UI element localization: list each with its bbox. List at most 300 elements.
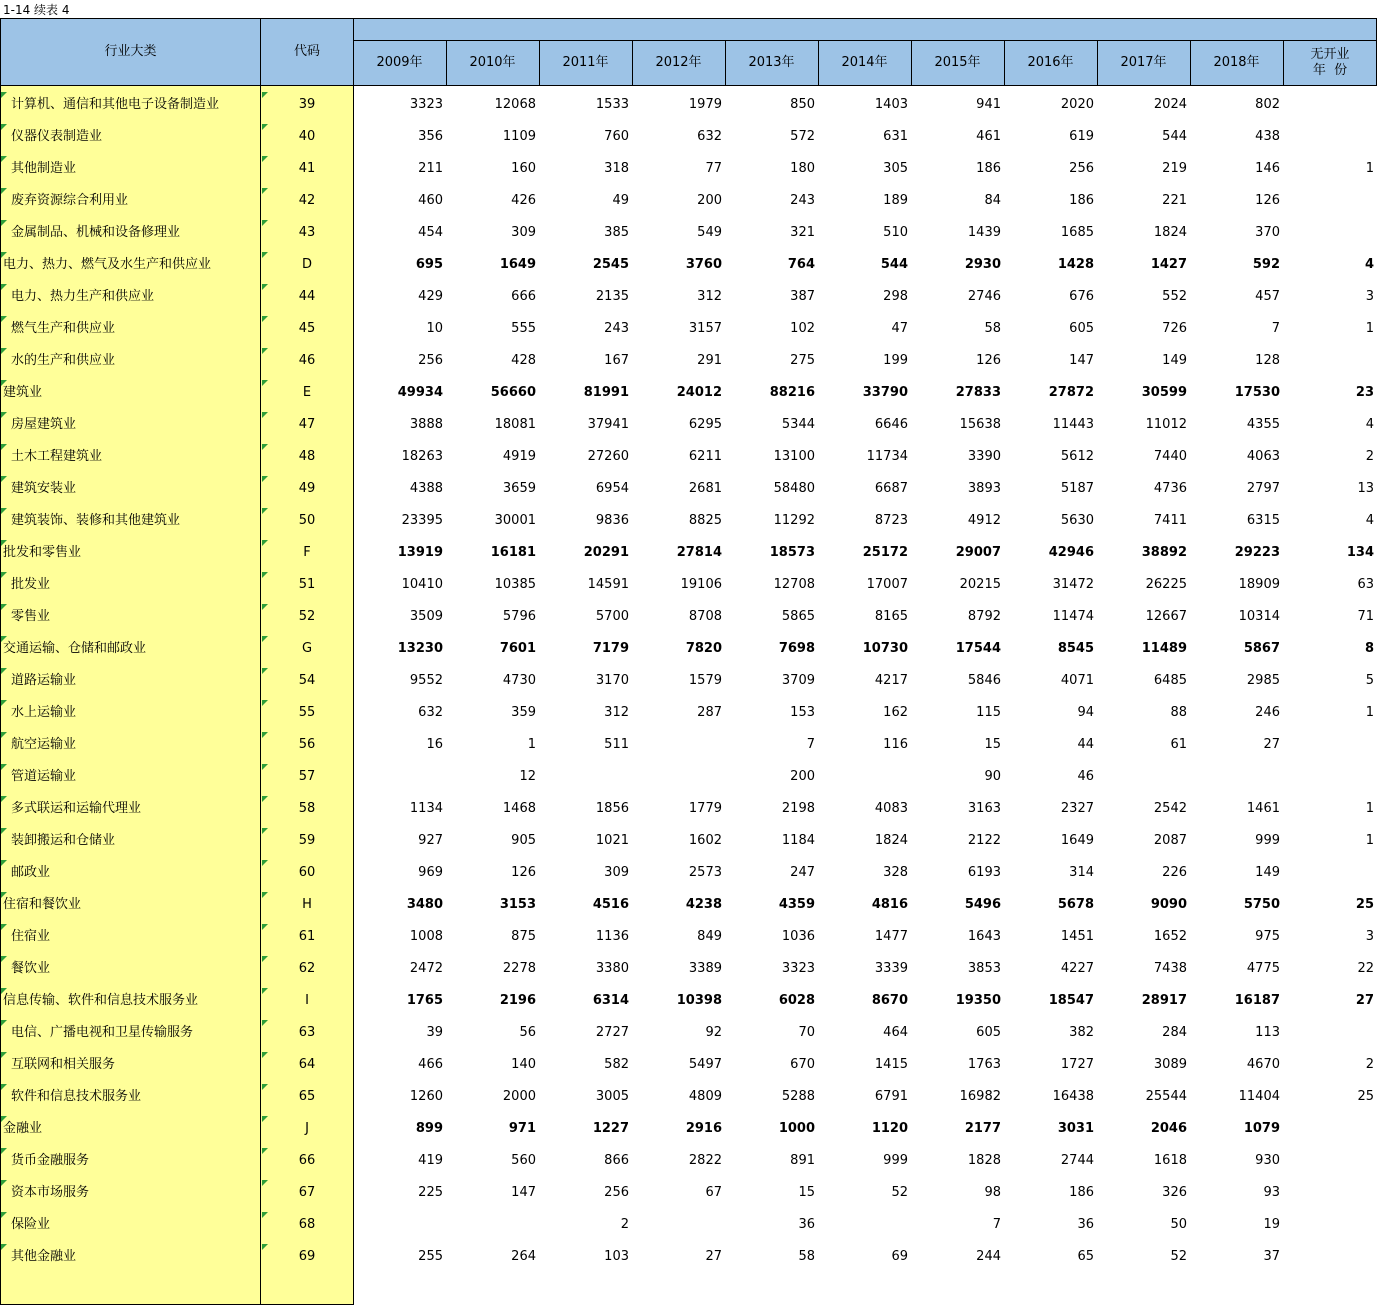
year-value-cell[interactable]: 544 (880, 257, 908, 272)
year-value-cell[interactable]: 850 (790, 97, 815, 112)
year-value-cell[interactable]: 5867 (1243, 641, 1280, 656)
industry-name-cell[interactable]: 住宿业 (11, 929, 51, 944)
industry-name-cell[interactable]: 建筑安装业 (11, 481, 77, 496)
year-value-cell[interactable]: 7 (1271, 321, 1280, 336)
year-value-cell[interactable]: 1227 (592, 1121, 629, 1136)
year-value-cell[interactable]: 2822 (688, 1153, 722, 1168)
year-value-cell[interactable]: 39 (426, 1025, 443, 1040)
year-value-cell[interactable]: 5796 (502, 609, 536, 624)
year-value-cell[interactable]: 49 (612, 193, 629, 208)
year-value-cell[interactable]: 3031 (1057, 1121, 1094, 1136)
year-value-cell[interactable]: 1428 (1057, 257, 1094, 272)
year-value-cell[interactable]: 186 (1069, 1185, 1094, 1200)
year-value-cell[interactable]: 312 (604, 705, 629, 720)
year-value-cell[interactable]: 5678 (1057, 897, 1094, 912)
no-opening-year-cell[interactable]: 3 (1365, 929, 1374, 944)
year-value-cell[interactable]: 287 (697, 705, 722, 720)
year-value-cell[interactable]: 160 (511, 161, 536, 176)
year-value-cell[interactable]: 321 (790, 225, 815, 240)
year-value-cell[interactable] (632, 761, 722, 793)
industry-code-cell[interactable]: 66 (298, 1153, 316, 1168)
year-value-cell[interactable]: 511 (604, 737, 629, 752)
year-value-cell[interactable]: 126 (1255, 193, 1280, 208)
year-value-cell[interactable]: 385 (604, 225, 629, 240)
industry-name-cell[interactable]: 燃气生产和供应业 (11, 321, 116, 336)
year-value-cell[interactable]: 20215 (959, 577, 1001, 592)
year-value-cell[interactable]: 5865 (781, 609, 815, 624)
industry-code-cell[interactable]: 67 (298, 1185, 316, 1200)
no-opening-year-cell[interactable]: 134 (1346, 545, 1374, 560)
year-value-cell[interactable]: 1461 (1246, 801, 1280, 816)
industry-code-cell[interactable]: 61 (298, 929, 316, 944)
year-value-cell[interactable]: 6028 (778, 993, 815, 1008)
year-value-cell[interactable]: 12 (519, 769, 536, 784)
year-value-cell[interactable]: 930 (1255, 1153, 1280, 1168)
year-value-cell[interactable]: 5497 (688, 1057, 722, 1072)
industry-name-cell[interactable]: 货币金融服务 (11, 1153, 90, 1168)
year-value-cell[interactable]: 7 (806, 737, 815, 752)
year-value-cell[interactable]: 15638 (959, 417, 1001, 432)
year-value-cell[interactable]: 2727 (595, 1025, 629, 1040)
year-value-cell[interactable]: 275 (790, 353, 815, 368)
industry-code-cell[interactable]: 62 (298, 961, 316, 976)
year-value-cell[interactable]: 1260 (409, 1089, 443, 1104)
year-value-cell[interactable]: 1468 (502, 801, 536, 816)
year-value-cell[interactable]: 27814 (676, 545, 722, 560)
year-value-cell[interactable]: 5288 (781, 1089, 815, 1104)
column-header-year[interactable]: 2014年 (841, 55, 888, 70)
year-value-cell[interactable]: 631 (883, 129, 908, 144)
year-value-cell[interactable]: 18547 (1048, 993, 1094, 1008)
year-value-cell[interactable] (632, 1209, 722, 1241)
year-value-cell[interactable]: 10314 (1238, 609, 1280, 624)
year-value-cell[interactable]: 186 (976, 161, 1001, 176)
year-value-cell[interactable]: 695 (415, 257, 443, 272)
no-opening-year-cell[interactable] (1283, 89, 1374, 121)
no-opening-year-cell[interactable]: 2 (1365, 1057, 1374, 1072)
year-value-cell[interactable]: 3170 (595, 673, 629, 688)
year-value-cell[interactable]: 244 (976, 1249, 1001, 1264)
year-value-cell[interactable]: 27 (1263, 737, 1280, 752)
year-value-cell[interactable]: 243 (790, 193, 815, 208)
year-value-cell[interactable]: 4227 (1060, 961, 1094, 976)
year-value-cell[interactable]: 941 (976, 97, 1001, 112)
year-value-cell[interactable]: 52 (1170, 1249, 1187, 1264)
year-value-cell[interactable]: 50 (1170, 1217, 1187, 1232)
year-value-cell[interactable]: 243 (604, 321, 629, 336)
year-value-cell[interactable]: 47 (891, 321, 908, 336)
year-value-cell[interactable]: 20291 (583, 545, 629, 560)
year-value-cell[interactable]: 16181 (490, 545, 536, 560)
year-value-cell[interactable]: 4670 (1246, 1057, 1280, 1072)
industry-code-cell[interactable]: G (301, 641, 313, 656)
year-value-cell[interactable]: 8545 (1057, 641, 1094, 656)
year-value-cell[interactable]: 88216 (769, 385, 815, 400)
year-value-cell[interactable]: 2046 (1150, 1121, 1187, 1136)
year-value-cell[interactable]: 15 (798, 1185, 815, 1200)
industry-code-cell[interactable]: 60 (298, 865, 316, 880)
year-value-cell[interactable]: 305 (883, 161, 908, 176)
year-value-cell[interactable]: 92 (705, 1025, 722, 1040)
year-value-cell[interactable]: 8708 (688, 609, 722, 624)
year-value-cell[interactable]: 2573 (688, 865, 722, 880)
year-value-cell[interactable]: 2744 (1060, 1153, 1094, 1168)
year-value-cell[interactable]: 764 (787, 257, 815, 272)
industry-name-cell[interactable]: 水上运输业 (11, 705, 77, 720)
industry-code-cell[interactable]: 54 (298, 673, 316, 688)
industry-code-cell[interactable]: 52 (298, 609, 316, 624)
year-value-cell[interactable]: 26225 (1145, 577, 1187, 592)
year-value-cell[interactable] (353, 1209, 443, 1241)
year-value-cell[interactable]: 429 (418, 289, 443, 304)
year-value-cell[interactable] (1097, 761, 1187, 793)
year-value-cell[interactable]: 1533 (595, 97, 629, 112)
year-value-cell[interactable]: 225 (418, 1185, 443, 1200)
year-value-cell[interactable]: 264 (511, 1249, 536, 1264)
year-value-cell[interactable]: 632 (697, 129, 722, 144)
year-value-cell[interactable]: 3153 (499, 897, 536, 912)
year-value-cell[interactable]: 186 (1069, 193, 1094, 208)
year-value-cell[interactable]: 5750 (1243, 897, 1280, 912)
column-header-no-opening-year[interactable] (1283, 41, 1377, 85)
year-value-cell[interactable]: 1451 (1060, 929, 1094, 944)
year-value-cell[interactable]: 58 (984, 321, 1001, 336)
year-value-cell[interactable]: 975 (1255, 929, 1280, 944)
year-value-cell[interactable]: 4809 (688, 1089, 722, 1104)
year-value-cell[interactable]: 2797 (1246, 481, 1280, 496)
year-value-cell[interactable]: 3323 (409, 97, 443, 112)
year-value-cell[interactable]: 11292 (773, 513, 815, 528)
column-header-year[interactable]: 2012年 (655, 55, 702, 70)
industry-code-cell[interactable]: 42 (298, 193, 316, 208)
no-opening-year-cell[interactable]: 4 (1365, 513, 1374, 528)
year-value-cell[interactable]: 6295 (688, 417, 722, 432)
year-value-cell[interactable]: 6315 (1246, 513, 1280, 528)
year-value-cell[interactable]: 19 (1263, 1217, 1280, 1232)
industry-name-cell[interactable]: 水的生产和供应业 (11, 353, 116, 368)
industry-name-cell[interactable]: 批发和零售业 (3, 545, 82, 560)
column-header-year[interactable]: 2016年 (1027, 55, 1074, 70)
year-value-cell[interactable]: 1036 (781, 929, 815, 944)
year-value-cell[interactable]: 11012 (1145, 417, 1187, 432)
year-value-cell[interactable]: 98 (984, 1185, 1001, 1200)
year-value-cell[interactable]: 18081 (494, 417, 536, 432)
year-value-cell[interactable]: 309 (511, 225, 536, 240)
year-value-cell[interactable]: 16982 (959, 1089, 1001, 1104)
no-opening-year-cell[interactable] (1283, 1113, 1374, 1145)
year-value-cell[interactable]: 149 (1162, 353, 1187, 368)
year-value-cell[interactable]: 4816 (871, 897, 908, 912)
year-value-cell[interactable]: 116 (883, 737, 908, 752)
year-value-cell[interactable]: 1727 (1060, 1057, 1094, 1072)
industry-name-cell[interactable]: 餐饮业 (11, 961, 51, 976)
year-value-cell[interactable]: 1643 (967, 929, 1001, 944)
industry-code-cell[interactable]: 63 (298, 1025, 316, 1040)
year-value-cell[interactable]: 1134 (409, 801, 443, 816)
year-value-cell[interactable]: 3005 (595, 1089, 629, 1104)
industry-code-cell[interactable]: 39 (298, 97, 316, 112)
year-value-cell[interactable]: 30001 (494, 513, 536, 528)
industry-code-cell[interactable]: 51 (298, 577, 316, 592)
year-value-cell[interactable]: 318 (604, 161, 629, 176)
industry-name-cell[interactable]: 邮政业 (11, 865, 51, 880)
year-value-cell[interactable]: 1652 (1153, 929, 1187, 944)
no-opening-year-cell[interactable]: 25 (1355, 897, 1374, 912)
year-value-cell[interactable]: 619 (1069, 129, 1094, 144)
year-value-cell[interactable]: 12708 (773, 577, 815, 592)
industry-name-cell[interactable]: 交通运输、仓储和邮政业 (3, 641, 147, 656)
year-value-cell[interactable]: 25172 (862, 545, 908, 560)
year-value-cell[interactable]: 999 (883, 1153, 908, 1168)
year-value-cell[interactable]: 24012 (676, 385, 722, 400)
industry-name-cell[interactable]: 软件和信息技术服务业 (11, 1089, 142, 1104)
year-value-cell[interactable]: 4730 (502, 673, 536, 688)
year-value-cell[interactable]: 2985 (1246, 673, 1280, 688)
industry-code-cell[interactable]: 40 (298, 129, 316, 144)
year-value-cell[interactable]: 6314 (592, 993, 629, 1008)
year-value-cell[interactable]: 3888 (409, 417, 443, 432)
year-value-cell[interactable]: 8792 (967, 609, 1001, 624)
year-value-cell[interactable]: 11404 (1238, 1089, 1280, 1104)
year-value-cell[interactable]: 382 (1069, 1025, 1094, 1040)
year-value-cell[interactable]: 31472 (1052, 577, 1094, 592)
industry-code-cell[interactable]: 50 (298, 513, 316, 528)
year-value-cell[interactable]: 4359 (778, 897, 815, 912)
industry-code-cell[interactable]: 41 (298, 161, 316, 176)
year-value-cell[interactable]: 605 (976, 1025, 1001, 1040)
no-opening-year-cell[interactable]: 8 (1364, 641, 1374, 656)
year-value-cell[interactable]: 102 (790, 321, 815, 336)
no-opening-year-cell[interactable]: 1 (1365, 161, 1374, 176)
year-value-cell[interactable]: 17530 (1234, 385, 1280, 400)
year-value-cell[interactable]: 2916 (685, 1121, 722, 1136)
year-value-cell[interactable]: 37 (1263, 1249, 1280, 1264)
year-value-cell[interactable]: 544 (1162, 129, 1187, 144)
year-value-cell[interactable]: 246 (1255, 705, 1280, 720)
year-value-cell[interactable]: 426 (511, 193, 536, 208)
year-value-cell[interactable]: 726 (1162, 321, 1187, 336)
year-value-cell[interactable]: 2087 (1153, 833, 1187, 848)
industry-code-cell[interactable]: J (305, 1121, 309, 1136)
year-value-cell[interactable]: 6791 (874, 1089, 908, 1104)
year-value-cell[interactable]: 7698 (778, 641, 815, 656)
year-value-cell[interactable]: 3339 (874, 961, 908, 976)
year-value-cell[interactable]: 1824 (874, 833, 908, 848)
year-value-cell[interactable]: 17007 (866, 577, 908, 592)
year-value-cell[interactable]: 7411 (1153, 513, 1187, 528)
year-value-cell[interactable]: 5496 (964, 897, 1001, 912)
year-value-cell[interactable]: 180 (790, 161, 815, 176)
year-value-cell[interactable]: 971 (508, 1121, 536, 1136)
year-value-cell[interactable]: 10730 (862, 641, 908, 656)
year-value-cell[interactable]: 4355 (1246, 417, 1280, 432)
year-value-cell[interactable]: 592 (1252, 257, 1280, 272)
year-value-cell[interactable]: 27872 (1048, 385, 1094, 400)
no-opening-year-cell[interactable]: 13 (1357, 481, 1374, 496)
industry-name-cell[interactable]: 装卸搬运和仓储业 (11, 833, 116, 848)
year-value-cell[interactable]: 221 (1162, 193, 1187, 208)
no-opening-year-cell[interactable] (1283, 1145, 1374, 1177)
no-opening-year-cell[interactable]: 1 (1365, 833, 1374, 848)
year-value-cell[interactable]: 1779 (688, 801, 722, 816)
year-value-cell[interactable]: 5700 (595, 609, 629, 624)
year-value-cell[interactable]: 3389 (688, 961, 722, 976)
year-value-cell[interactable]: 457 (1255, 289, 1280, 304)
year-value-cell[interactable]: 1439 (967, 225, 1001, 240)
year-value-cell[interactable]: 8825 (688, 513, 722, 528)
year-value-cell[interactable]: 4217 (874, 673, 908, 688)
year-value-cell[interactable]: 3709 (781, 673, 815, 688)
year-value-cell[interactable]: 167 (604, 353, 629, 368)
year-value-cell[interactable]: 5846 (967, 673, 1001, 688)
year-value-cell[interactable]: 438 (1255, 129, 1280, 144)
year-value-cell[interactable]: 146 (1255, 161, 1280, 176)
year-value-cell[interactable]: 6211 (688, 449, 722, 464)
year-value-cell[interactable]: 5344 (781, 417, 815, 432)
no-opening-year-cell[interactable] (1283, 729, 1374, 761)
year-value-cell[interactable]: 454 (418, 225, 443, 240)
year-value-cell[interactable]: 90 (984, 769, 1001, 784)
column-header-year[interactable]: 2011年 (562, 55, 609, 70)
column-header-code[interactable]: 代码 (293, 44, 320, 59)
year-value-cell[interactable]: 2930 (964, 257, 1001, 272)
year-value-cell[interactable]: 4736 (1153, 481, 1187, 496)
no-opening-year-cell[interactable] (1283, 1209, 1374, 1241)
year-value-cell[interactable]: 3853 (967, 961, 1001, 976)
year-value-cell[interactable]: 247 (790, 865, 815, 880)
industry-name-cell[interactable]: 道路运输业 (11, 673, 77, 688)
year-value-cell[interactable]: 969 (418, 865, 443, 880)
year-value-cell[interactable]: 3323 (781, 961, 815, 976)
industry-name-cell[interactable]: 房屋建筑业 (11, 417, 77, 432)
column-header-year[interactable]: 2017年 (1120, 55, 1167, 70)
year-value-cell[interactable]: 38892 (1141, 545, 1187, 560)
no-opening-year-cell[interactable]: 63 (1357, 577, 1374, 592)
year-value-cell[interactable]: 19350 (955, 993, 1001, 1008)
year-value-cell[interactable]: 555 (511, 321, 536, 336)
year-value-cell[interactable]: 2135 (595, 289, 629, 304)
year-value-cell[interactable]: 1136 (595, 929, 629, 944)
year-value-cell[interactable]: 149 (1255, 865, 1280, 880)
year-value-cell[interactable]: 1618 (1153, 1153, 1187, 1168)
industry-name-cell[interactable]: 仪器仪表制造业 (11, 129, 103, 144)
industry-name-cell[interactable]: 住宿和餐饮业 (3, 897, 82, 912)
year-value-cell[interactable]: 356 (418, 129, 443, 144)
no-opening-year-cell[interactable] (1283, 121, 1374, 153)
industry-name-cell[interactable]: 多式联运和运输代理业 (11, 801, 142, 816)
year-value-cell[interactable]: 802 (1255, 97, 1280, 112)
year-value-cell[interactable]: 3893 (967, 481, 1001, 496)
year-value-cell[interactable]: 560 (511, 1153, 536, 1168)
year-value-cell[interactable]: 3157 (688, 321, 722, 336)
year-value-cell[interactable]: 30599 (1141, 385, 1187, 400)
year-value-cell[interactable]: 27833 (955, 385, 1001, 400)
year-value-cell[interactable]: 65 (1077, 1249, 1094, 1264)
year-value-cell[interactable]: 211 (418, 161, 443, 176)
year-value-cell[interactable]: 162 (883, 705, 908, 720)
industry-name-cell[interactable]: 电力、热力生产和供应业 (11, 289, 155, 304)
year-value-cell[interactable]: 11489 (1141, 641, 1187, 656)
industry-name-cell[interactable]: 其他金融业 (11, 1249, 77, 1264)
no-opening-year-cell[interactable]: 5 (1365, 673, 1374, 688)
year-value-cell[interactable]: 899 (415, 1121, 443, 1136)
industry-name-cell[interactable]: 电信、广播电视和卫星传输服务 (11, 1025, 194, 1040)
year-value-cell[interactable]: 52 (891, 1185, 908, 1200)
year-value-cell[interactable]: 670 (790, 1057, 815, 1072)
year-value-cell[interactable]: 27260 (587, 449, 629, 464)
year-value-cell[interactable]: 37941 (587, 417, 629, 432)
industry-code-cell[interactable]: D (301, 257, 312, 272)
no-opening-year-cell[interactable]: 71 (1357, 609, 1374, 624)
year-value-cell[interactable]: 1649 (499, 257, 536, 272)
year-value-cell[interactable]: 2198 (781, 801, 815, 816)
year-value-cell[interactable]: 88 (1170, 705, 1187, 720)
year-value-cell[interactable]: 328 (883, 865, 908, 880)
industry-name-cell[interactable]: 批发业 (11, 577, 51, 592)
year-value-cell[interactable]: 2472 (409, 961, 443, 976)
year-value-cell[interactable]: 128 (1255, 353, 1280, 368)
year-value-cell[interactable]: 6646 (874, 417, 908, 432)
no-opening-year-cell[interactable]: 27 (1355, 993, 1374, 1008)
year-value-cell[interactable]: 5612 (1060, 449, 1094, 464)
year-value-cell[interactable]: 2196 (499, 993, 536, 1008)
year-value-cell[interactable]: 10 (426, 321, 443, 336)
year-value-cell[interactable]: 7601 (499, 641, 536, 656)
year-value-cell[interactable]: 16187 (1234, 993, 1280, 1008)
year-value-cell[interactable]: 69 (891, 1249, 908, 1264)
year-value-cell[interactable]: 12068 (494, 97, 536, 112)
industry-name-cell[interactable]: 废弃资源综合利用业 (11, 193, 129, 208)
year-value-cell[interactable]: 466 (418, 1057, 443, 1072)
industry-name-cell[interactable]: 保险业 (11, 1217, 51, 1232)
industry-name-cell[interactable]: 电力、热力、燃气及水生产和供应业 (3, 257, 212, 272)
industry-code-cell[interactable]: 68 (298, 1217, 316, 1232)
column-header-year[interactable]: 2018年 (1213, 55, 1260, 70)
year-value-cell[interactable]: 1856 (595, 801, 629, 816)
year-value-cell[interactable]: 2000 (502, 1089, 536, 1104)
year-value-cell[interactable]: 1979 (688, 97, 722, 112)
industry-code-cell[interactable]: 49 (298, 481, 316, 496)
year-value-cell[interactable]: 2542 (1153, 801, 1187, 816)
industry-name-cell[interactable]: 计算机、通信和其他电子设备制造业 (11, 97, 220, 112)
year-value-cell[interactable]: 7179 (592, 641, 629, 656)
year-value-cell[interactable]: 153 (790, 705, 815, 720)
year-value-cell[interactable]: 4912 (967, 513, 1001, 528)
year-value-cell[interactable]: 11474 (1052, 609, 1094, 624)
year-value-cell[interactable]: 147 (511, 1185, 536, 1200)
year-value-cell[interactable]: 189 (883, 193, 908, 208)
year-value-cell[interactable]: 11734 (866, 449, 908, 464)
industry-name-cell[interactable]: 金融业 (3, 1121, 43, 1136)
year-value-cell[interactable]: 326 (1162, 1185, 1187, 1200)
year-value-cell[interactable] (818, 761, 908, 793)
year-value-cell[interactable]: 1403 (874, 97, 908, 112)
year-value-cell[interactable]: 10398 (676, 993, 722, 1008)
year-value-cell[interactable]: 9836 (595, 513, 629, 528)
industry-code-cell[interactable]: H (302, 897, 312, 912)
year-value-cell[interactable]: 1008 (409, 929, 443, 944)
no-opening-year-cell[interactable]: 23 (1355, 385, 1374, 400)
year-value-cell[interactable]: 866 (604, 1153, 629, 1168)
year-value-cell[interactable]: 226 (1162, 865, 1187, 880)
year-value-cell[interactable]: 314 (1069, 865, 1094, 880)
year-value-cell[interactable]: 1477 (874, 929, 908, 944)
industry-code-cell[interactable]: 43 (298, 225, 316, 240)
industry-code-cell[interactable]: 59 (298, 833, 316, 848)
year-value-cell[interactable]: 29007 (955, 545, 1001, 560)
no-opening-year-cell[interactable]: 4 (1365, 417, 1374, 432)
year-value-cell[interactable]: 1427 (1150, 257, 1187, 272)
